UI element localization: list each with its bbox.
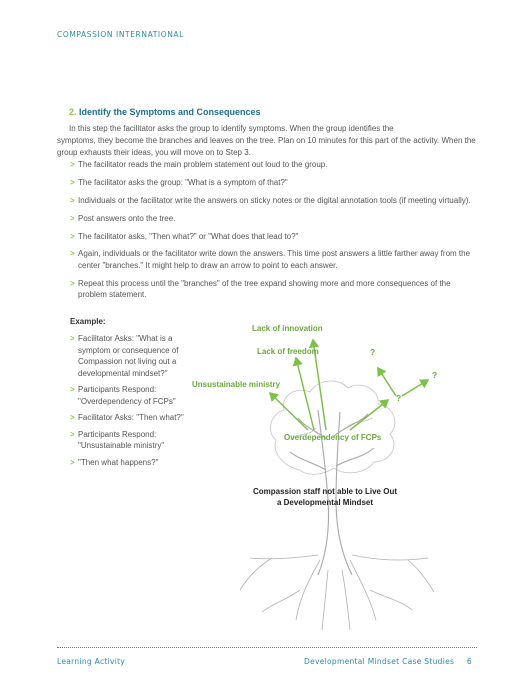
step-text: The facilitator asks the group: "What is a symptom of that?" bbox=[78, 177, 288, 187]
bullet-arrow-icon: > bbox=[70, 413, 75, 422]
caption-line2: a Developmental Mindset bbox=[276, 498, 374, 507]
bullet-arrow-icon: > bbox=[70, 334, 75, 343]
footer-right bbox=[304, 657, 472, 666]
example-text: Facilitator Asks: "What is a symptom or consequence of Compassion not living out a developmental mindset?" bbox=[78, 334, 179, 378]
example-text: Facilitator Asks: "Then what?" bbox=[78, 413, 184, 422]
intro-line1: In this step the facilitator asks the group to identify symptoms. When the group identifies the bbox=[69, 124, 394, 133]
example-title: Example: bbox=[70, 317, 106, 326]
step-text: Post answers onto the tree. bbox=[78, 213, 176, 223]
step-text: The facilitator reads the main problem statement out loud to the group. bbox=[78, 160, 328, 169]
label-question-mark: ? bbox=[432, 370, 438, 380]
header-org: COMPASSION INTERNATIONAL bbox=[57, 30, 184, 39]
bullet-arrow-icon: > bbox=[70, 429, 75, 439]
section-title-text: Identify the Symptoms and Consequences bbox=[79, 107, 261, 117]
step-text: Repeat this process until the "branches" of the tree expand showing more and more consequences of the problem statement. bbox=[78, 278, 451, 300]
label-overdependency-fcps: Overdependency of FCPs bbox=[284, 433, 382, 442]
footer-divider bbox=[57, 647, 477, 648]
tree-roots bbox=[240, 555, 434, 630]
page-number: 6 bbox=[466, 657, 472, 666]
bullet-arrow-icon: > bbox=[70, 195, 75, 205]
intro-rest: symptoms, they become the branches and leaves on the tree. Plan on 10 minutes for this part of the activity. When the group exhausts their ideas, you will move on to Step 3. bbox=[57, 136, 476, 157]
label-unsustainable-ministry: Unsustainable ministry bbox=[192, 380, 281, 389]
step-text: Individuals or the facilitator write the answers on sticky notes or the digital annotation tools (if meeting virtually). bbox=[78, 195, 471, 205]
caption-line1: Compassion staff not able to Live Out bbox=[252, 487, 397, 496]
bullet-arrow-icon: > bbox=[70, 160, 75, 169]
bullet-arrow-icon: > bbox=[70, 213, 75, 223]
bullet-arrow-icon: > bbox=[70, 177, 75, 187]
bullet-arrow-icon: > bbox=[70, 278, 75, 288]
example-text: Participants Respond: "Overdependency of FCPs" bbox=[78, 385, 176, 406]
example-text: Participants Respond: "Unsustainable ministry" bbox=[78, 429, 165, 450]
bullet-arrow-icon: > bbox=[70, 385, 75, 394]
label-question-mark: ? bbox=[370, 347, 376, 357]
footer-left: Learning Activity bbox=[57, 657, 126, 666]
label-lack-of-freedom: Lack of freedom bbox=[257, 347, 319, 356]
problem-statement-caption bbox=[230, 486, 420, 508]
step-text: Again, individuals or the facilitator write down the answers. This time post answers a little farther away from the center "branches." It might help to draw an arrow to point to each answer. bbox=[78, 249, 471, 270]
bullet-arrow-icon: > bbox=[70, 249, 75, 259]
example-text: "Then what happens?" bbox=[78, 457, 159, 467]
footer-title: Developmental Mindset Case Studies bbox=[304, 657, 455, 666]
label-question-mark: ? bbox=[396, 393, 402, 403]
step-text: The facilitator asks, "Then what?" or "What does that lead to?" bbox=[78, 231, 299, 241]
bullet-arrow-icon: > bbox=[70, 231, 75, 241]
bullet-arrow-icon: > bbox=[70, 457, 75, 467]
label-lack-of-innovation: Lack of innovation bbox=[252, 324, 323, 333]
section-number: 2. bbox=[69, 107, 77, 117]
tree-canopy bbox=[270, 381, 394, 474]
